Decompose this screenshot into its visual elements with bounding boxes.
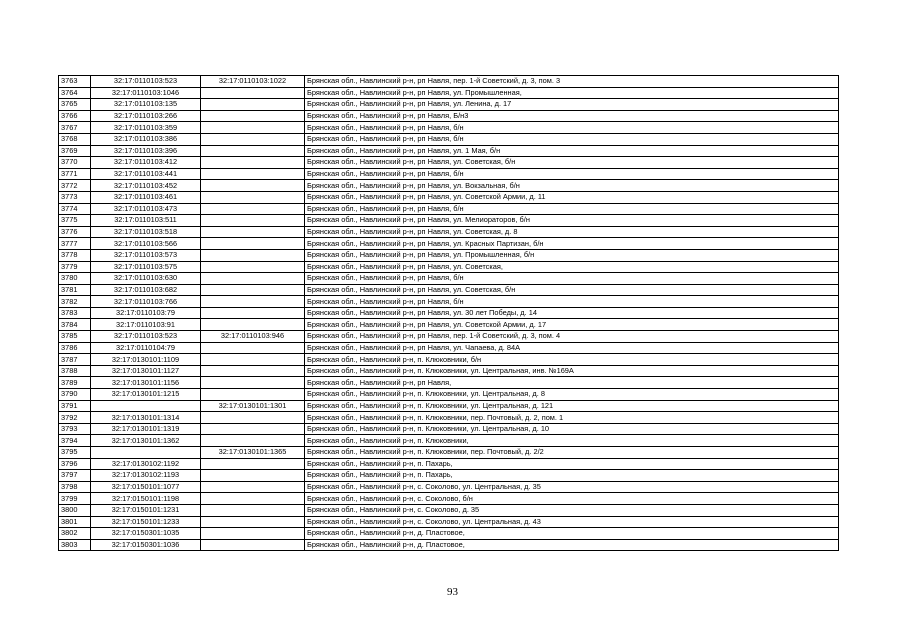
row-number-cell: 3781 bbox=[59, 284, 91, 296]
cadastral-number-cell: 32:17:0110103:473 bbox=[91, 203, 201, 215]
table-row bbox=[59, 157, 839, 169]
table-row bbox=[59, 307, 839, 319]
table-row bbox=[59, 528, 839, 540]
cadastral-number-cell: 32:17:0110103:135 bbox=[91, 99, 201, 111]
parent-cadastral-number-cell bbox=[201, 238, 305, 250]
parent-cadastral-number-cell bbox=[201, 99, 305, 111]
address-cell: Брянская обл., Навлинский р-н, рп Навля, б/н bbox=[305, 133, 839, 145]
address-cell: Брянская обл., Навлинский р-н, рп Навля, ул. Советская, б/н bbox=[305, 284, 839, 296]
table-row bbox=[59, 365, 839, 377]
address-cell: Брянская обл., Навлинский р-н, рп Навля, ул. Советской Армии, д. 11 bbox=[305, 191, 839, 203]
address-cell: Брянская обл., Навлинский р-н, рп Навля, б/н bbox=[305, 168, 839, 180]
cadastral-number-cell: 32:17:0110103:630 bbox=[91, 273, 201, 285]
cadastral-number-cell: 32:17:0110103:573 bbox=[91, 249, 201, 261]
cadastral-number-cell: 32:17:0110103:79 bbox=[91, 307, 201, 319]
parent-cadastral-number-cell bbox=[201, 273, 305, 285]
table-row bbox=[59, 423, 839, 435]
address-cell: Брянская обл., Навлинский р-н, рп Навля, ул. Вокзальная, б/н bbox=[305, 180, 839, 192]
table-row bbox=[59, 76, 839, 88]
parent-cadastral-number-cell bbox=[201, 249, 305, 261]
address-cell: Брянская обл., Навлинский р-н, рп Навля, ул. Советская, bbox=[305, 261, 839, 273]
parent-cadastral-number-cell bbox=[201, 284, 305, 296]
address-cell: Брянская обл., Навлинский р-н, п. Клюковники, ул. Центральная, д. 8 bbox=[305, 389, 839, 401]
cadastral-number-cell: 32:17:0130101:1314 bbox=[91, 412, 201, 424]
table-row bbox=[59, 168, 839, 180]
table-row bbox=[59, 284, 839, 296]
row-number-cell: 3785 bbox=[59, 331, 91, 343]
parent-cadastral-number-cell: 32:17:0110103:946 bbox=[201, 331, 305, 343]
row-number-cell: 3801 bbox=[59, 516, 91, 528]
row-number-cell: 3783 bbox=[59, 307, 91, 319]
cadastral-number-cell: 32:17:0150301:1035 bbox=[91, 528, 201, 540]
address-cell: Брянская обл., Навлинский р-н, с. Соколово, д. 35 bbox=[305, 504, 839, 516]
parent-cadastral-number-cell bbox=[201, 261, 305, 273]
table-row bbox=[59, 296, 839, 308]
address-cell: Брянская обл., Навлинский р-н, рп Навля, Б/н3 bbox=[305, 110, 839, 122]
row-number-cell: 3774 bbox=[59, 203, 91, 215]
table-row bbox=[59, 99, 839, 111]
cadastral-number-cell: 32:17:0130101:1215 bbox=[91, 389, 201, 401]
address-cell: Брянская обл., Навлинский р-н, с. Соколово, ул. Центральная, д. 35 bbox=[305, 481, 839, 493]
parent-cadastral-number-cell bbox=[201, 191, 305, 203]
parent-cadastral-number-cell bbox=[201, 481, 305, 493]
parent-cadastral-number-cell bbox=[201, 168, 305, 180]
address-cell: Брянская обл., Навлинский р-н, с. Соколово, ул. Центральная, д. 43 bbox=[305, 516, 839, 528]
address-cell: Брянская обл., Навлинский р-н, рп Навля, ул. Советская, д. 8 bbox=[305, 226, 839, 238]
cadastral-number-cell: 32:17:0150301:1036 bbox=[91, 539, 201, 551]
row-number-cell: 3766 bbox=[59, 110, 91, 122]
cadastral-number-cell: 32:17:0130101:1109 bbox=[91, 354, 201, 366]
address-cell: Брянская обл., Навлинский р-н, рп Навля, б/н bbox=[305, 296, 839, 308]
table-row bbox=[59, 458, 839, 470]
parent-cadastral-number-cell bbox=[201, 504, 305, 516]
table-row bbox=[59, 481, 839, 493]
row-number-cell: 3771 bbox=[59, 168, 91, 180]
address-cell: Брянская обл., Навлинский р-н, рп Навля, ул. Ленина, д. 17 bbox=[305, 99, 839, 111]
address-cell: Брянская обл., Навлинский р-н, п. Клюковники, б/н bbox=[305, 354, 839, 366]
parent-cadastral-number-cell bbox=[201, 412, 305, 424]
cadastral-number-cell: 32:17:0110103:461 bbox=[91, 191, 201, 203]
table-row bbox=[59, 400, 839, 412]
address-cell: Брянская обл., Навлинский р-н, п. Пахарь, bbox=[305, 470, 839, 482]
cadastral-number-cell: 32:17:0110103:266 bbox=[91, 110, 201, 122]
table-row bbox=[59, 249, 839, 261]
table-row bbox=[59, 319, 839, 331]
cadastral-number-cell: 32:17:0150101:1198 bbox=[91, 493, 201, 505]
cadastral-number-cell: 32:17:0150101:1231 bbox=[91, 504, 201, 516]
cadastral-number-cell: 32:17:0150101:1233 bbox=[91, 516, 201, 528]
row-number-cell: 3768 bbox=[59, 133, 91, 145]
parent-cadastral-number-cell bbox=[201, 215, 305, 227]
address-cell: Брянская обл., Навлинский р-н, п. Клюковники, пер. Почтовый, д. 2, пом. 1 bbox=[305, 412, 839, 424]
table-row bbox=[59, 110, 839, 122]
row-number-cell: 3780 bbox=[59, 273, 91, 285]
parent-cadastral-number-cell bbox=[201, 180, 305, 192]
table-row bbox=[59, 354, 839, 366]
address-cell: Брянская обл., Навлинский р-н, рп Навля, ул. Мелиораторов, б/н bbox=[305, 215, 839, 227]
cadastral-number-cell: 32:17:0150101:1077 bbox=[91, 481, 201, 493]
cadastral-number-cell: 32:17:0110104:79 bbox=[91, 342, 201, 354]
address-cell: Брянская обл., Навлинский р-н, п. Клюковники, ул. Центральная, д. 121 bbox=[305, 400, 839, 412]
address-cell: Брянская обл., Навлинский р-н, рп Навля, пер. 1-й Советский, д. 3, пом. 3 bbox=[305, 76, 839, 88]
table-row bbox=[59, 203, 839, 215]
cadastral-number-cell: 32:17:0130102:1193 bbox=[91, 470, 201, 482]
row-number-cell: 3784 bbox=[59, 319, 91, 331]
page-number: 93 bbox=[447, 586, 458, 598]
cadastral-number-cell: 32:17:0110103:682 bbox=[91, 284, 201, 296]
table-row bbox=[59, 145, 839, 157]
row-number-cell: 3803 bbox=[59, 539, 91, 551]
table-row bbox=[59, 133, 839, 145]
parent-cadastral-number-cell bbox=[201, 133, 305, 145]
row-number-cell: 3769 bbox=[59, 145, 91, 157]
parent-cadastral-number-cell bbox=[201, 377, 305, 389]
table-body bbox=[59, 76, 839, 551]
cadastral-number-cell: 32:17:0110103:441 bbox=[91, 168, 201, 180]
row-number-cell: 3790 bbox=[59, 389, 91, 401]
cadastral-number-cell: 32:17:0110103:575 bbox=[91, 261, 201, 273]
parent-cadastral-number-cell bbox=[201, 203, 305, 215]
row-number-cell: 3776 bbox=[59, 226, 91, 238]
cadastral-number-cell bbox=[91, 447, 201, 459]
address-cell: Брянская обл., Навлинский р-н, рп Навля, б/н bbox=[305, 203, 839, 215]
parent-cadastral-number-cell bbox=[201, 539, 305, 551]
address-cell: Брянская обл., Навлинский р-н, п. Пахарь, bbox=[305, 458, 839, 470]
parent-cadastral-number-cell bbox=[201, 307, 305, 319]
address-cell: Брянская обл., Навлинский р-н, рп Навля, ул. 30 лет Победы, д. 14 bbox=[305, 307, 839, 319]
row-number-cell: 3767 bbox=[59, 122, 91, 134]
cadastral-number-cell: 32:17:0130101:1362 bbox=[91, 435, 201, 447]
cadastral-number-cell: 32:17:0110103:518 bbox=[91, 226, 201, 238]
address-cell: Брянская обл., Навлинский р-н, рп Навля, ул. 1 Мая, б/н bbox=[305, 145, 839, 157]
cadastral-number-cell bbox=[91, 400, 201, 412]
cadastral-number-cell: 32:17:0110103:412 bbox=[91, 157, 201, 169]
table-row bbox=[59, 389, 839, 401]
row-number-cell: 3779 bbox=[59, 261, 91, 273]
parent-cadastral-number-cell bbox=[201, 516, 305, 528]
parent-cadastral-number-cell: 32:17:0110103:1022 bbox=[201, 76, 305, 88]
parent-cadastral-number-cell: 32:17:0130101:1365 bbox=[201, 447, 305, 459]
parent-cadastral-number-cell bbox=[201, 435, 305, 447]
address-cell: Брянская обл., Навлинский р-н, д. Пластовое, bbox=[305, 539, 839, 551]
cadastral-number-cell: 32:17:0110103:766 bbox=[91, 296, 201, 308]
address-cell: Брянская обл., Навлинский р-н, рп Навля, ул. Советская, б/н bbox=[305, 157, 839, 169]
address-cell: Брянская обл., Навлинский р-н, рп Навля, ул. Советской Армии, д. 17 bbox=[305, 319, 839, 331]
cadastral-number-cell: 32:17:0110103:386 bbox=[91, 133, 201, 145]
row-number-cell: 3765 bbox=[59, 99, 91, 111]
address-cell: Брянская обл., Навлинский р-н, п. Клюковники, ул. Центральная, инв. №169А bbox=[305, 365, 839, 377]
cadastral-number-cell: 32:17:0130101:1319 bbox=[91, 423, 201, 435]
address-cell: Брянская обл., Навлинский р-н, д. Пластовое, bbox=[305, 528, 839, 540]
parent-cadastral-number-cell bbox=[201, 365, 305, 377]
parent-cadastral-number-cell bbox=[201, 122, 305, 134]
parent-cadastral-number-cell: 32:17:0130101:1301 bbox=[201, 400, 305, 412]
table-row bbox=[59, 238, 839, 250]
table-row bbox=[59, 261, 839, 273]
address-cell: Брянская обл., Навлинский р-н, рп Навля, bbox=[305, 377, 839, 389]
table-row bbox=[59, 342, 839, 354]
cadastral-number-cell: 32:17:0130101:1156 bbox=[91, 377, 201, 389]
parent-cadastral-number-cell bbox=[201, 145, 305, 157]
address-cell: Брянская обл., Навлинский р-н, рп Навля, пер. 1-й Советский, д. 3, пом. 4 bbox=[305, 331, 839, 343]
table-row bbox=[59, 377, 839, 389]
cadastral-number-cell: 32:17:0110103:511 bbox=[91, 215, 201, 227]
table-row bbox=[59, 191, 839, 203]
parent-cadastral-number-cell bbox=[201, 458, 305, 470]
row-number-cell: 3802 bbox=[59, 528, 91, 540]
row-number-cell: 3789 bbox=[59, 377, 91, 389]
row-number-cell: 3798 bbox=[59, 481, 91, 493]
row-number-cell: 3772 bbox=[59, 180, 91, 192]
cadastral-number-cell: 32:17:0110103:1046 bbox=[91, 87, 201, 99]
cadastral-number-cell: 32:17:0130101:1127 bbox=[91, 365, 201, 377]
table-row bbox=[59, 180, 839, 192]
cadastral-number-cell: 32:17:0110103:359 bbox=[91, 122, 201, 134]
table-row bbox=[59, 87, 839, 99]
address-cell: Брянская обл., Навлинский р-н, рп Навля, ул. Промышленная, bbox=[305, 87, 839, 99]
table-row bbox=[59, 412, 839, 424]
parent-cadastral-number-cell bbox=[201, 470, 305, 482]
row-number-cell: 3792 bbox=[59, 412, 91, 424]
table-row bbox=[59, 447, 839, 459]
table-row bbox=[59, 539, 839, 551]
row-number-cell: 3786 bbox=[59, 342, 91, 354]
row-number-cell: 3788 bbox=[59, 365, 91, 377]
cadastral-number-cell: 32:17:0110103:396 bbox=[91, 145, 201, 157]
parent-cadastral-number-cell bbox=[201, 157, 305, 169]
cadastral-number-cell: 32:17:0130102:1192 bbox=[91, 458, 201, 470]
property-table bbox=[58, 75, 839, 551]
table-row bbox=[59, 226, 839, 238]
row-number-cell: 3764 bbox=[59, 87, 91, 99]
address-cell: Брянская обл., Навлинский р-н, п. Клюковники, bbox=[305, 435, 839, 447]
table-row bbox=[59, 435, 839, 447]
parent-cadastral-number-cell bbox=[201, 493, 305, 505]
table-row bbox=[59, 122, 839, 134]
row-number-cell: 3793 bbox=[59, 423, 91, 435]
row-number-cell: 3787 bbox=[59, 354, 91, 366]
row-number-cell: 3778 bbox=[59, 249, 91, 261]
parent-cadastral-number-cell bbox=[201, 354, 305, 366]
parent-cadastral-number-cell bbox=[201, 226, 305, 238]
parent-cadastral-number-cell bbox=[201, 389, 305, 401]
parent-cadastral-number-cell bbox=[201, 296, 305, 308]
row-number-cell: 3796 bbox=[59, 458, 91, 470]
row-number-cell: 3763 bbox=[59, 76, 91, 88]
table-row bbox=[59, 470, 839, 482]
address-cell: Брянская обл., Навлинский р-н, рп Навля, ул. Красных Партизан, б/н bbox=[305, 238, 839, 250]
table-row bbox=[59, 331, 839, 343]
cadastral-number-cell: 32:17:0110103:523 bbox=[91, 76, 201, 88]
parent-cadastral-number-cell bbox=[201, 342, 305, 354]
address-cell: Брянская обл., Навлинский р-н, п. Клюковники, ул. Центральная, д. 10 bbox=[305, 423, 839, 435]
row-number-cell: 3797 bbox=[59, 470, 91, 482]
address-cell: Брянская обл., Навлинский р-н, с. Соколово, б/н bbox=[305, 493, 839, 505]
row-number-cell: 3799 bbox=[59, 493, 91, 505]
table-row bbox=[59, 215, 839, 227]
row-number-cell: 3770 bbox=[59, 157, 91, 169]
address-cell: Брянская обл., Навлинский р-н, рп Навля, б/н bbox=[305, 122, 839, 134]
parent-cadastral-number-cell bbox=[201, 110, 305, 122]
cadastral-number-cell: 32:17:0110103:91 bbox=[91, 319, 201, 331]
row-number-cell: 3782 bbox=[59, 296, 91, 308]
cadastral-number-cell: 32:17:0110103:523 bbox=[91, 331, 201, 343]
parent-cadastral-number-cell bbox=[201, 528, 305, 540]
address-cell: Брянская обл., Навлинский р-н, п. Клюковники, пер. Почтовый, д. 2/2 bbox=[305, 447, 839, 459]
address-cell: Брянская обл., Навлинский р-н, рп Навля, ул. Чапаева, д. 84А bbox=[305, 342, 839, 354]
row-number-cell: 3777 bbox=[59, 238, 91, 250]
table-row bbox=[59, 273, 839, 285]
row-number-cell: 3775 bbox=[59, 215, 91, 227]
parent-cadastral-number-cell bbox=[201, 87, 305, 99]
table-row bbox=[59, 504, 839, 516]
cadastral-number-cell: 32:17:0110103:566 bbox=[91, 238, 201, 250]
row-number-cell: 3791 bbox=[59, 400, 91, 412]
parent-cadastral-number-cell bbox=[201, 423, 305, 435]
table-row bbox=[59, 516, 839, 528]
row-number-cell: 3794 bbox=[59, 435, 91, 447]
address-cell: Брянская обл., Навлинский р-н, рп Навля, ул. Промышленная, б/н bbox=[305, 249, 839, 261]
row-number-cell: 3800 bbox=[59, 504, 91, 516]
row-number-cell: 3773 bbox=[59, 191, 91, 203]
table-row bbox=[59, 493, 839, 505]
parent-cadastral-number-cell bbox=[201, 319, 305, 331]
row-number-cell: 3795 bbox=[59, 447, 91, 459]
address-cell: Брянская обл., Навлинский р-н, рп Навля, б/н bbox=[305, 273, 839, 285]
cadastral-number-cell: 32:17:0110103:452 bbox=[91, 180, 201, 192]
